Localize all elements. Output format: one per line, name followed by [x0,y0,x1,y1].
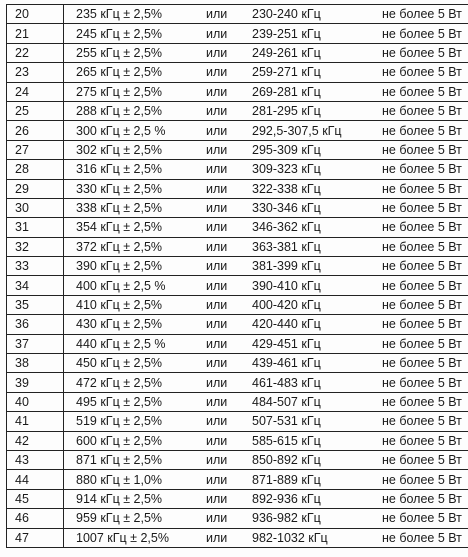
table-row [7,43,468,62]
power-limit: не более 5 Вт [382,179,468,198]
power-limit: не более 5 Вт [382,276,468,295]
row-number: 45 [7,489,64,508]
power-limit: не более 5 Вт [382,489,468,508]
nominal-frequency: 302 кГц ± 2,5% [64,140,207,159]
row-number: 42 [7,431,64,450]
table-row [7,24,468,43]
or-word: или [206,121,252,140]
or-word: или [206,315,252,334]
nominal-frequency: 372 кГц ± 2,5% [64,237,207,256]
table-row [7,179,468,198]
power-limit: не более 5 Вт [382,5,468,24]
table-row [7,373,468,392]
frequency-range: 429-451 кГц [252,334,382,353]
nominal-frequency: 316 кГц ± 2,5% [64,160,207,179]
row-number: 38 [7,354,64,373]
or-word: или [206,489,252,508]
or-word: или [206,450,252,469]
nominal-frequency: 440 кГц ± 2,5 % [64,334,207,353]
or-word: или [206,470,252,489]
row-number: 32 [7,237,64,256]
row-number: 33 [7,257,64,276]
row-number: 43 [7,450,64,469]
row-number: 44 [7,470,64,489]
nominal-frequency: 265 кГц ± 2,5% [64,63,207,82]
row-number: 22 [7,43,64,62]
table-row [7,218,468,237]
frequency-range: 346-362 кГц [252,218,382,237]
frequency-range: 239-251 кГц [252,24,382,43]
row-number: 30 [7,198,64,217]
table-row [7,334,468,353]
nominal-frequency: 914 кГц ± 2,5% [64,489,207,508]
table-row [7,237,468,256]
table-row [7,354,468,373]
row-number: 25 [7,101,64,120]
nominal-frequency: 235 кГц ± 2,5% [64,5,207,24]
frequency-range: 390-410 кГц [252,276,382,295]
or-word: или [206,295,252,314]
or-word: или [206,431,252,450]
frequency-range: 363-381 кГц [252,237,382,256]
nominal-frequency: 330 кГц ± 2,5% [64,179,207,198]
frequency-range: 850-892 кГц [252,450,382,469]
frequency-range: 871-889 кГц [252,470,382,489]
table-row [7,5,468,24]
nominal-frequency: 245 кГц ± 2,5% [64,24,207,43]
table-row [7,140,468,159]
or-word: или [206,509,252,528]
frequency-range: 330-346 кГц [252,198,382,217]
nominal-frequency: 300 кГц ± 2,5 % [64,121,207,140]
nominal-frequency: 880 кГц ± 1,0% [64,470,207,489]
table-row [7,450,468,469]
frequency-range: 249-261 кГц [252,43,382,62]
table-row [7,315,468,334]
table-row [7,295,468,314]
row-number: 35 [7,295,64,314]
power-limit: не более 5 Вт [382,295,468,314]
table-row [7,63,468,82]
frequency-range: 269-281 кГц [252,82,382,101]
row-number: 29 [7,179,64,198]
row-number: 36 [7,315,64,334]
power-limit: не более 5 Вт [382,101,468,120]
nominal-frequency: 275 кГц ± 2,5% [64,82,207,101]
frequency-range: 400-420 кГц [252,295,382,314]
table-row [7,257,468,276]
frequency-range: 292,5-307,5 кГц [252,121,382,140]
table-row [7,470,468,489]
or-word: или [206,63,252,82]
table-row [7,431,468,450]
or-word: или [206,24,252,43]
frequency-range: 295-309 кГц [252,140,382,159]
power-limit: не более 5 Вт [382,257,468,276]
or-word: или [206,257,252,276]
or-word: или [206,5,252,24]
frequency-range: 461-483 кГц [252,373,382,392]
power-limit: не более 5 Вт [382,218,468,237]
nominal-frequency: 1007 кГц ± 2,5% [64,528,207,547]
power-limit: не более 5 Вт [382,412,468,431]
power-limit: не более 5 Вт [382,198,468,217]
row-number: 37 [7,334,64,353]
or-word: или [206,276,252,295]
row-number: 26 [7,121,64,140]
table-row [7,412,468,431]
frequency-table-body [7,5,468,548]
frequency-range: 892-936 кГц [252,489,382,508]
power-limit: не более 5 Вт [382,140,468,159]
power-limit: не более 5 Вт [382,392,468,411]
or-word: или [206,237,252,256]
nominal-frequency: 410 кГц ± 2,5% [64,295,207,314]
frequency-table [6,4,468,548]
nominal-frequency: 255 кГц ± 2,5% [64,43,207,62]
nominal-frequency: 519 кГц ± 2,5% [64,412,207,431]
table-row [7,392,468,411]
power-limit: не более 5 Вт [382,528,468,547]
power-limit: не более 5 Вт [382,450,468,469]
row-number: 27 [7,140,64,159]
or-word: или [206,373,252,392]
or-word: или [206,101,252,120]
frequency-range: 982-1032 кГц [252,528,382,547]
or-word: или [206,218,252,237]
power-limit: не более 5 Вт [382,509,468,528]
frequency-range: 230-240 кГц [252,5,382,24]
power-limit: не более 5 Вт [382,24,468,43]
nominal-frequency: 450 кГц ± 2,5% [64,354,207,373]
frequency-range: 281-295 кГц [252,101,382,120]
or-word: или [206,334,252,353]
power-limit: не более 5 Вт [382,431,468,450]
table-row [7,528,468,547]
frequency-range: 585-615 кГц [252,431,382,450]
power-limit: не более 5 Вт [382,121,468,140]
nominal-frequency: 495 кГц ± 2,5% [64,392,207,411]
row-number: 20 [7,5,64,24]
or-word: или [206,412,252,431]
frequency-range: 439-461 кГц [252,354,382,373]
nominal-frequency: 338 кГц ± 2,5% [64,198,207,217]
table-row [7,276,468,295]
row-number: 24 [7,82,64,101]
or-word: или [206,82,252,101]
power-limit: не более 5 Вт [382,237,468,256]
row-number: 21 [7,24,64,43]
or-word: или [206,43,252,62]
or-word: или [206,160,252,179]
table-row [7,121,468,140]
row-number: 46 [7,509,64,528]
or-word: или [206,140,252,159]
table-row [7,160,468,179]
nominal-frequency: 288 кГц ± 2,5% [64,101,207,120]
or-word: или [206,179,252,198]
power-limit: не более 5 Вт [382,63,468,82]
nominal-frequency: 400 кГц ± 2,5 % [64,276,207,295]
row-number: 47 [7,528,64,547]
power-limit: не более 5 Вт [382,334,468,353]
nominal-frequency: 871 кГц ± 2,5% [64,450,207,469]
frequency-range: 322-338 кГц [252,179,382,198]
frequency-range: 309-323 кГц [252,160,382,179]
power-limit: не более 5 Вт [382,470,468,489]
row-number: 28 [7,160,64,179]
row-number: 41 [7,412,64,431]
row-number: 23 [7,63,64,82]
power-limit: не более 5 Вт [382,354,468,373]
frequency-range: 381-399 кГц [252,257,382,276]
or-word: или [206,354,252,373]
or-word: или [206,198,252,217]
table-row [7,509,468,528]
power-limit: не более 5 Вт [382,82,468,101]
row-number: 31 [7,218,64,237]
power-limit: не более 5 Вт [382,160,468,179]
power-limit: не более 5 Вт [382,373,468,392]
nominal-frequency: 390 кГц ± 2,5% [64,257,207,276]
table-row [7,101,468,120]
power-limit: не более 5 Вт [382,43,468,62]
frequency-range: 259-271 кГц [252,63,382,82]
table-row [7,489,468,508]
frequency-range: 484-507 кГц [252,392,382,411]
power-limit: не более 5 Вт [382,315,468,334]
nominal-frequency: 430 кГц ± 2,5% [64,315,207,334]
nominal-frequency: 354 кГц ± 2,5% [64,218,207,237]
row-number: 34 [7,276,64,295]
frequency-range: 420-440 кГц [252,315,382,334]
frequency-range: 507-531 кГц [252,412,382,431]
table-row [7,198,468,217]
frequency-range: 936-982 кГц [252,509,382,528]
row-number: 40 [7,392,64,411]
or-word: или [206,528,252,547]
or-word: или [206,392,252,411]
table-row [7,82,468,101]
row-number: 39 [7,373,64,392]
nominal-frequency: 959 кГц ± 2,5% [64,509,207,528]
nominal-frequency: 600 кГц ± 2,5% [64,431,207,450]
nominal-frequency: 472 кГц ± 2,5% [64,373,207,392]
